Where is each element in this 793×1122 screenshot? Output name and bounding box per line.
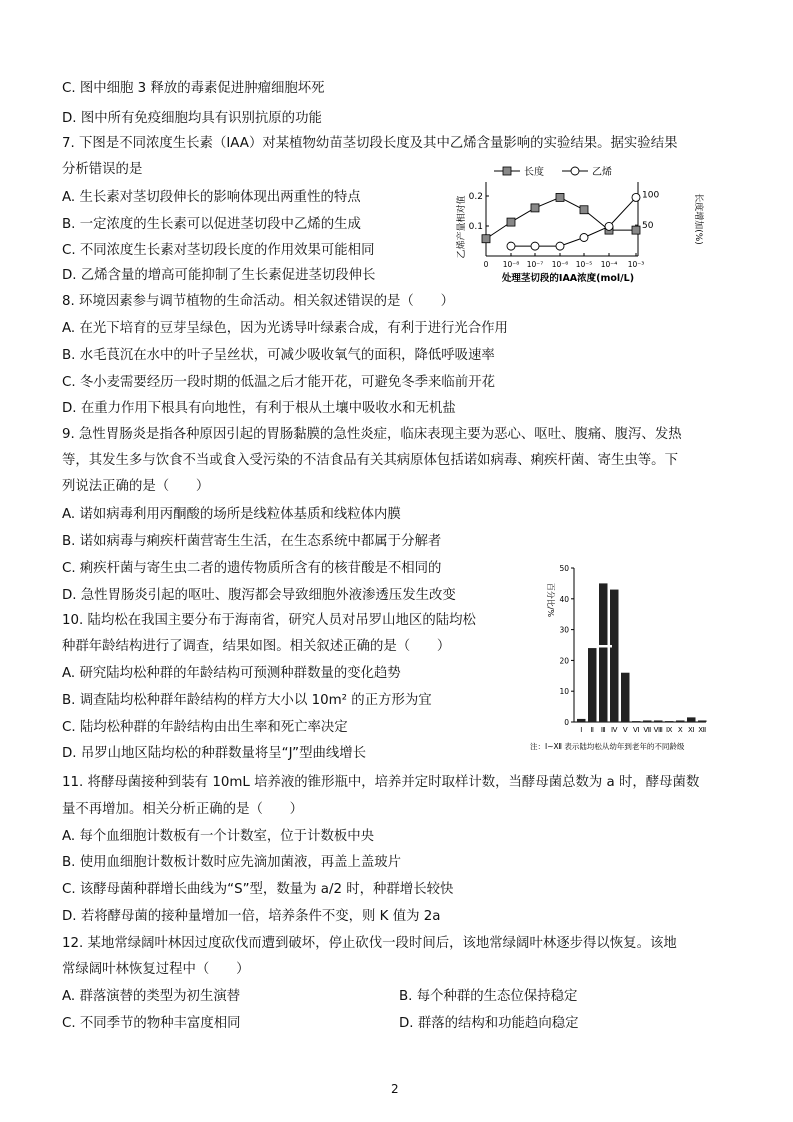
q8-stem: 8. 环境因素参与调节植物的生命活动。相关叙述错误的是（ ） [62,294,454,309]
x-tick-label: 0 [483,260,489,269]
legend-ethylene-label: 乙烯 [592,167,612,178]
q11-option-c: C. 该酵母菌种群增长曲线为“S”型，数量为 a/2 时，种群增长较快 [62,882,454,897]
x-tick-label: Ⅲ [600,726,606,734]
y-tick-label: 40 [559,594,569,604]
y-tick-label: 10 [559,687,569,697]
bar-2 [588,648,597,722]
y-left-axis-label: 乙烯产量相对值 [457,195,467,259]
x-tick-label: Ⅶ [643,726,652,734]
q11-option-a: A. 每个血细胞计数板有一个计数室，位于计数板中央 [62,829,375,844]
x-tick-label: Ⅸ [666,726,673,734]
x-tick-label: 10⁻⁶ [551,260,569,269]
bar-1 [577,719,586,722]
y-axis-label: 百分比/% [546,582,555,618]
x-tick-label: 10⁻⁵ [575,260,593,269]
length-point [482,235,490,243]
length-point [531,204,539,212]
q9-option-a: A. 诺如病毒利用丙酮酸的场所是线粒体基质和线粒体内膜 [62,507,401,522]
q10-stem-line2: 种群年龄结构进行了调查，结果如图。相关叙述正确的是（ ） [62,639,451,654]
y-tick-label: 20 [559,656,569,666]
q12-option-d: D. 群落的结构和功能趋向稳定 [399,1016,579,1031]
length-point [507,218,515,226]
legend-length-marker [503,167,511,175]
q11-stem-line2: 量不再增加。相关分析正确的是（ ） [62,802,304,817]
ethylene-point [531,242,539,250]
q9-stem-line1: 9. 急性胃肠炎是指各种原因引起的胃肠黏膜的急性炎症，临床表现主要为恶心、呕吐、腹痛、腹泻、发热 [62,427,682,442]
q9-stem-line2: 等，其发生多与饮食不当或食入受污染的不洁食品有关其病原体包括诺如病毒、痢疾杆菌、寄生虫等。下 [62,453,678,468]
y-right-axis-label: 长度增加(%) [693,193,703,245]
x-tick-label: 10⁻⁸ [502,260,520,269]
ethylene-point [507,242,515,250]
q11-option-b: B. 使用血细胞计数板计数时应先滴加菌液，再盖上盖玻片 [62,855,402,870]
q12-stem-line2: 常绿阔叶林恢复过程中（ ） [62,962,250,977]
x-tick-label: Ⅺ [687,726,695,734]
y-tick-label: 30 [559,625,569,635]
x-tick-label: Ⅹ [677,726,683,734]
length-point [580,206,588,214]
bar-5 [621,673,630,722]
bar-3 [599,583,608,722]
q8-option-a: A. 在光下培育的豆芽呈绿色，因为光诱导叶绿素合成，有利于进行光合作用 [62,321,508,336]
x-tick-label: Ⅱ [590,726,594,734]
chart-note: 注：Ⅰ~Ⅻ 表示陆均松从幼年到老年的不同龄级 [530,742,685,751]
x-tick-label: Ⅰ [580,726,583,734]
bar-12 [698,720,707,722]
q7-option-c: C. 不同浓度生长素对茎切段长度的作用效果可能相同 [62,243,375,258]
q12-stem-line1: 12. 某地常绿阔叶林因过度砍伐而遭到破坏，停止砍伐一段时间后，该地常绿阔叶林逐步得以恢复。该地 [62,936,677,951]
ethylene-point [580,234,588,242]
y-right-tick-label: 50 [642,221,654,232]
q10-option-b: B. 调查陆均松种群年龄结构的样方大小以 10m² 的正方形为宜 [62,693,432,708]
bar-9 [665,721,674,722]
q12-option-a: A. 群落演替的类型为初生演替 [62,989,241,1004]
x-tick-label: 10⁻⁴ [600,260,618,269]
x-tick-label: 10⁻³ [627,260,645,269]
q7-stem-line1: 7. 下图是不同浓度生长素（IAA）对某植物幼苗茎切段长度及其中乙烯含量影响的实验结果。据实验结果 [62,136,678,151]
page-number: 2 [391,1082,399,1096]
q11-stem-line1: 11. 将酵母菌接种到装有 10mL 培养液的锥形瓶中，培养并定时取样计数，当酵母菌总数为 a 时，酵母菌数 [62,775,700,790]
q6-option-d: D. 图中所有免疫细胞均具有识别抗原的功能 [62,111,322,126]
q7-option-d: D. 乙烯含量的增高可能抑制了生长素促进茎切段伸长 [62,268,376,283]
q10-option-c: C. 陆均松种群的年龄结构由出生率和死亡率决定 [62,720,348,735]
y-tick-label: 0 [564,718,569,727]
x-tick-label: Ⅷ [653,726,663,734]
age-structure-bar-chart [530,560,755,755]
y-left-tick-label: 0.2 [468,192,483,202]
length-point [632,226,640,234]
q10-option-d: D. 吊罗山地区陆均松的种群数量将呈“J”型曲线增长 [62,746,367,761]
iaa-line-chart [450,160,715,288]
legend-length-label: 长度 [524,167,544,178]
bar-4 [610,590,619,722]
axis-break [575,645,612,648]
q9-option-c: C. 痢疾杆菌与寄生虫二者的遗传物质所含有的核苷酸是不相同的 [62,561,442,576]
y-right-tick-label: 100 [642,190,660,201]
ethylene-point [605,222,613,230]
bar-8 [654,720,663,722]
q7-option-b: B. 一定浓度的生长素可以促进茎切段中乙烯的生成 [62,217,361,232]
q8-option-b: B. 水毛茛沉在水中的叶子呈丝状，可减少吸收氧气的面积，降低呼吸速率 [62,348,495,363]
q8-option-c: C. 冬小麦需要经历一段时期的低温之后才能开花，可避免冬季来临前开花 [62,375,495,390]
ethylene-point [632,193,640,201]
x-tick-label: Ⅴ [622,726,628,734]
x-tick-label: Ⅻ [698,726,707,734]
x-axis-label: 处理茎切段的IAA浓度(mol/L) [501,273,635,284]
legend-ethylene-marker [571,167,579,175]
x-tick-label: Ⅵ [633,726,640,734]
q6-option-c: C. 图中细胞 3 释放的毒素促进肿瘤细胞坏死 [62,81,325,96]
y-tick-label: 50 [559,564,569,573]
bar-6 [632,721,641,722]
q9-option-d: D. 急性胃肠炎引起的呕吐、腹泻都会导致细胞外液渗透压发生改变 [62,588,456,603]
q10-stem-line1: 10. 陆均松在我国主要分布于海南省，研究人员对吊罗山地区的陆均松 [62,613,476,628]
length-point [556,193,564,201]
q7-stem-line2: 分析错误的是 [62,162,143,177]
ethylene-point [556,242,564,250]
q7-option-a: A. 生长素对茎切段伸长的影响体现出两重性的特点 [62,190,361,205]
x-tick-label: 10⁻⁷ [526,260,544,269]
q12-option-b: B. 每个种群的生态位保持稳定 [399,989,578,1004]
y-left-tick-label: 0.1 [468,222,483,232]
x-tick-label: Ⅳ [611,726,618,734]
bar-10 [676,720,685,722]
q10-option-a: A. 研究陆均松种群的年龄结构可预测种群数量的变化趋势 [62,666,401,681]
q11-option-d: D. 若将酵母菌的接种量增加一倍，培养条件不变，则 K 值为 2a [62,909,441,924]
q8-option-d: D. 在重力作用下根具有向地性，有利于根从土壤中吸收水和无机盐 [62,401,456,416]
q9-option-b: B. 诺如病毒与痢疾杆菌营寄生生活，在生态系统中都属于分解者 [62,534,442,549]
bar-7 [643,720,652,722]
q12-option-c: C. 不同季节的物种丰富度相同 [62,1016,241,1031]
q9-stem-line3: 列说法正确的是（ ） [62,479,210,494]
bar-11 [687,717,696,722]
